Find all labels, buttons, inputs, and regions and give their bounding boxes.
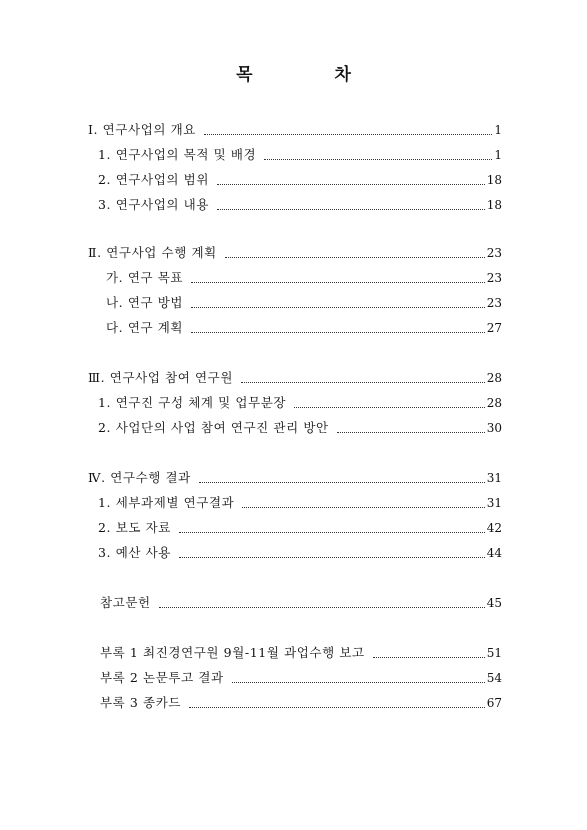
toc-page-number: 30 [486,421,502,435]
toc-references-label: 참고문헌 [100,595,151,610]
toc-page-number: 23 [486,246,502,260]
toc-page-number: 42 [486,521,502,535]
toc-page-number: 44 [486,546,502,560]
toc-section-4[interactable] [88,470,502,486]
toc-item-4-1[interactable] [98,495,502,511]
toc-page-number: 45 [486,596,502,610]
dotted-leader [189,707,485,708]
toc-page-number: 28 [486,371,502,385]
toc-item-3-1[interactable] [98,395,502,411]
dotted-leader [217,184,485,185]
toc-item-2-1[interactable] [106,270,502,286]
toc-item-label: 나. 연구 방법 [106,295,184,310]
toc-section-label: Ⅳ. 연구수행 결과 [88,470,191,485]
dotted-leader [191,307,485,308]
toc-section-3[interactable] [88,370,502,386]
toc-item-1-1[interactable] [98,147,502,163]
toc-appendix-2[interactable] [100,670,502,686]
toc-item-label: 가. 연구 목표 [106,270,184,285]
dotted-leader [217,209,485,210]
toc-item-1-3[interactable] [98,197,502,213]
toc-item-label: 2. 연구사업의 범위 [98,172,209,187]
toc-item-2-2[interactable] [106,295,502,311]
page-title: 목 차 [236,65,389,85]
toc-item-3-2[interactable] [98,420,502,436]
dotted-leader [337,432,485,433]
toc-page-number: 31 [486,496,502,510]
toc-section-label: Ⅰ. 연구사업의 개요 [88,122,196,137]
toc-item-label: 2. 보도 자료 [98,520,171,535]
dotted-leader [373,657,485,658]
toc-section-2[interactable] [88,245,502,261]
dotted-leader [159,607,485,608]
dotted-leader [179,557,485,558]
toc-page-number: 1 [494,148,502,162]
toc-item-1-2[interactable] [98,172,502,188]
toc-item-2-3[interactable] [106,320,502,336]
toc-appendix-3[interactable] [100,695,502,711]
dotted-leader [264,159,492,160]
dotted-leader [241,382,485,383]
toc-section-label: Ⅲ. 연구사업 참여 연구원 [88,370,234,385]
toc-page-number: 54 [486,671,502,685]
toc-item-label: 2. 사업단의 사업 참여 연구진 관리 방안 [98,420,329,435]
dotted-leader [191,332,485,333]
dotted-leader [199,482,485,483]
toc-section-1[interactable] [88,122,502,138]
toc-page-number: 23 [486,296,502,310]
dotted-leader [232,682,485,683]
dotted-leader [179,532,485,533]
toc-item-label: 1. 연구진 구성 체계 및 업무분장 [98,395,287,410]
toc-page-number: 67 [486,696,502,710]
toc-item-label: 다. 연구 계획 [106,320,184,335]
toc-appendix-label: 부록 2 논문투고 결과 [100,670,224,685]
dotted-leader [204,134,492,135]
dotted-leader [191,282,485,283]
toc-appendix-1[interactable] [100,645,502,661]
toc-page-number: 18 [486,173,502,187]
toc-page-number: 18 [486,198,502,212]
toc-item-label: 3. 예산 사용 [98,545,171,560]
toc-page-number: 23 [486,271,502,285]
toc-item-label: 1. 세부과제별 연구결과 [98,495,235,510]
toc-appendix-label: 부록 1 최진경연구원 9월-11월 과업수행 보고 [100,645,365,660]
dotted-leader [294,407,485,408]
dotted-leader [242,507,484,508]
toc-item-label: 1. 연구사업의 목적 및 배경 [98,147,257,162]
toc-item-4-3[interactable] [98,545,502,561]
toc-page-number: 51 [486,646,502,660]
toc-page-number: 31 [486,471,502,485]
dotted-leader [225,257,485,258]
toc-page-number: 27 [486,321,502,335]
toc-page-number: 28 [486,396,502,410]
toc-page-number: 1 [494,123,502,137]
toc-item-4-2[interactable] [98,520,502,536]
toc-references[interactable] [100,595,502,611]
toc-appendix-label: 부록 3 종카드 [100,695,182,710]
toc-section-label: Ⅱ. 연구사업 수행 계획 [88,245,217,260]
toc-item-label: 3. 연구사업의 내용 [98,197,209,212]
